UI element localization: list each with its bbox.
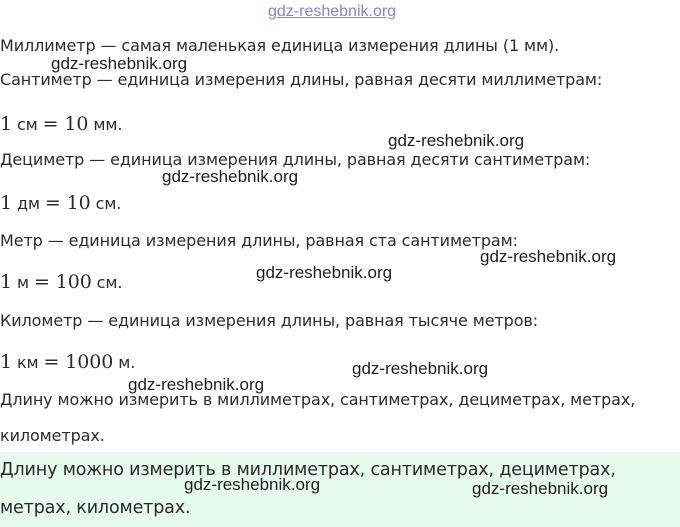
- formula-unit: дм: [12, 194, 45, 213]
- formula-number: 1: [0, 192, 12, 214]
- watermark-text: gdz-reshebnik.org: [184, 475, 321, 494]
- formula-equals: = 100: [33, 271, 92, 293]
- formula-number: 1: [0, 351, 12, 373]
- text-millimeter-definition: Миллиметр — самая маленькая единица измерения длины (1 мм).: [0, 36, 560, 55]
- watermark-text: gdz-reshebnik.org: [480, 247, 617, 266]
- text-kilometer-definition: Километр — единица измерения длины, равная тысяче метров:: [0, 311, 539, 330]
- text-length-units-summary-cont: километрах.: [0, 426, 105, 445]
- formula-equals: = 10: [42, 113, 89, 135]
- formula-equals: = 1000: [43, 351, 114, 373]
- formula-unit: км: [12, 353, 44, 372]
- text-meter-definition: Метр — единица измерения длины, равная ста сантиметрам:: [0, 231, 518, 250]
- formula-unit: м.: [113, 353, 136, 372]
- formula-unit: м: [12, 273, 34, 292]
- formula-unit: мм.: [88, 115, 123, 134]
- watermark-header-link[interactable]: gdz-reshebnik.org: [268, 3, 397, 20]
- text-centimeter-definition: Сантиметр — единица измерения длины, равная десяти миллиметрам:: [0, 70, 603, 89]
- watermark-text: gdz-reshebnik.org: [352, 359, 489, 378]
- formula-number: 1: [0, 271, 12, 293]
- answer-line-2: метрах, километрах.: [0, 498, 191, 518]
- formula-unit: см.: [90, 194, 122, 213]
- text-decimeter-definition: Дециметр — единица измерения длины, равная десяти сантиметрам:: [0, 150, 591, 169]
- answer-line-1: Длину можно измерить в миллиметрах, сантиметрах, дециметрах,: [0, 460, 616, 480]
- watermark-text: gdz-reshebnik.org: [472, 479, 609, 498]
- formula-km-to-m: [0, 352, 135, 373]
- formula-number: 1: [0, 113, 12, 135]
- formula-m-to-cm: [0, 272, 122, 293]
- watermark-text: gdz-reshebnik.org: [256, 263, 393, 282]
- watermark-text: gdz-reshebnik.org: [128, 375, 265, 394]
- text-length-units-summary: Длину можно измерить в миллиметрах, сантиметрах, дециметрах, метрах,: [0, 390, 636, 409]
- watermark-text: gdz-reshebnik.org: [51, 54, 188, 73]
- formula-unit: см.: [91, 273, 123, 292]
- formula-unit: см: [12, 115, 43, 134]
- watermark-text: gdz-reshebnik.org: [162, 167, 299, 186]
- formula-dm-to-cm: [0, 193, 121, 214]
- formula-cm-to-mm: [0, 114, 122, 135]
- formula-equals: = 10: [44, 192, 91, 214]
- watermark-text: gdz-reshebnik.org: [388, 131, 525, 150]
